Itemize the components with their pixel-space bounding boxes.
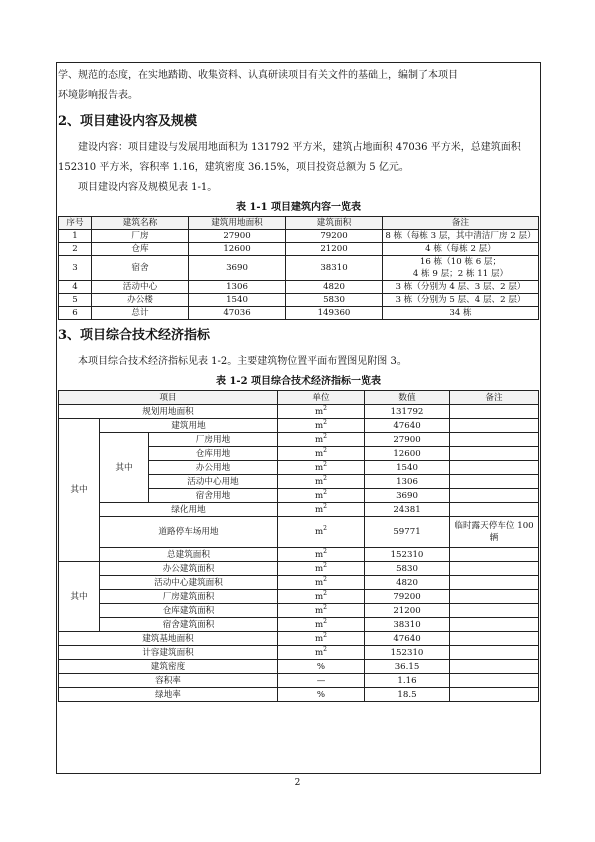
cell: 计容建筑面积	[59, 646, 278, 660]
cell: 绿地率	[59, 688, 278, 702]
unit-cell: $m^2$	[278, 604, 365, 618]
cell	[450, 590, 539, 604]
table-row	[59, 503, 539, 517]
cell: 149360	[286, 307, 383, 320]
cell: 仓库用地	[149, 447, 278, 461]
cell: 总计	[92, 307, 189, 320]
build-content-paragraph: 建设内容：项目建设与发展用地面积为 131792 平方米，建筑占地面积 47036 平方米，总建筑面积 152310 平方米，容积率 1.16，建筑密度 36.15%，项目投资总额为 5 亿元。	[58, 142, 521, 173]
document-body	[58, 66, 539, 702]
building-content-table	[58, 216, 539, 320]
cell: 6	[59, 307, 92, 320]
cell: 8 栋（每栋 3 层，其中清洁厂房 2 层）	[383, 230, 539, 243]
table-header-row	[59, 217, 539, 230]
cell: 24381	[365, 503, 450, 517]
section-3-title: 3、项目综合技术经济指标	[58, 328, 211, 343]
table-row	[59, 433, 539, 447]
table-row	[59, 618, 539, 632]
table-1-caption: 表 1-1 项目建筑内容一览表	[235, 202, 362, 213]
section-3-paragraph: 本项目综合技术经济指标见表 1-2。主要建筑物位置平面布置图见附图 3。	[78, 356, 407, 367]
cell: 79200	[365, 590, 450, 604]
cell: 1.16	[365, 674, 450, 688]
cell: 2	[59, 243, 92, 256]
cell: 3	[59, 256, 92, 281]
unit-cell: $m^2$	[278, 419, 365, 433]
table-row	[59, 405, 539, 419]
cell	[450, 489, 539, 503]
cell	[450, 405, 539, 419]
group-label: 其中	[59, 419, 100, 562]
unit-cell: $m^2$	[278, 646, 365, 660]
cell: 1540	[365, 461, 450, 475]
table-row	[59, 632, 539, 646]
cell: 厂房建筑面积	[100, 590, 278, 604]
cell	[450, 548, 539, 562]
cell: 宿舍	[92, 256, 189, 281]
cell: 办公楼	[92, 294, 189, 307]
cell: 规划用地面积	[59, 405, 278, 419]
table-reference-paragraph: 项目建设内容及规模见表 1-1。	[78, 182, 218, 193]
table-row	[59, 548, 539, 562]
cell	[383, 256, 539, 281]
col-header: 序号	[59, 217, 92, 230]
table-row	[59, 517, 539, 548]
table-row	[59, 243, 539, 256]
cell: 宿舍建筑面积	[100, 618, 278, 632]
cell: 5830	[365, 562, 450, 576]
table-row	[59, 674, 539, 688]
note-line: 16 栋（10 栋 6 层；	[419, 257, 502, 267]
cell: 5830	[286, 294, 383, 307]
table-row	[59, 419, 539, 433]
cell	[450, 604, 539, 618]
cell: 21200	[286, 243, 383, 256]
cell: 38310	[286, 256, 383, 281]
cell: 12600	[365, 447, 450, 461]
cell: 活动中心	[92, 281, 189, 294]
cell: 1	[59, 230, 92, 243]
cell: 办公建筑面积	[100, 562, 278, 576]
cell: 活动中心用地	[149, 475, 278, 489]
col-header: 项目	[59, 391, 278, 405]
unit-cell: $m^2$	[278, 548, 365, 562]
table-row	[59, 562, 539, 576]
cell: 59771	[365, 517, 450, 548]
unit-cell: $m^2$	[278, 447, 365, 461]
cell	[450, 674, 539, 688]
cell: 12600	[189, 243, 286, 256]
table-row	[59, 660, 539, 674]
col-header: 建筑面积	[286, 217, 383, 230]
cell: 47036	[189, 307, 286, 320]
cell: 4	[59, 281, 92, 294]
group-label: 其中	[59, 562, 100, 632]
table-row	[59, 281, 539, 294]
unit-cell: $m^2$	[278, 475, 365, 489]
cell	[450, 447, 539, 461]
col-header: 建筑名称	[92, 217, 189, 230]
cell: 1306	[189, 281, 286, 294]
cell: 34 栋	[383, 307, 539, 320]
unit-cell: $m^2$	[278, 405, 365, 419]
table-row	[59, 294, 539, 307]
tech-economic-table	[58, 390, 539, 702]
cell: 4 栋（每栋 2 层）	[383, 243, 539, 256]
cell: 79200	[286, 230, 383, 243]
cell: 27900	[189, 230, 286, 243]
cell	[450, 562, 539, 576]
cell: 宿舍用地	[149, 489, 278, 503]
unit-cell: $m^2$	[278, 503, 365, 517]
cell: 1540	[189, 294, 286, 307]
intro-line-2: 环境影响报告表。	[58, 90, 138, 101]
cell: 仓库建筑面积	[100, 604, 278, 618]
section-2-title: 2、项目建设内容及规模	[58, 114, 198, 129]
cell: 5	[59, 294, 92, 307]
cell: 21200	[365, 604, 450, 618]
sub-group-label: 其中	[100, 433, 149, 503]
cell	[450, 517, 539, 548]
cell: 厂房	[92, 230, 189, 243]
cell: 3690	[189, 256, 286, 281]
cell	[450, 660, 539, 674]
cell	[450, 433, 539, 447]
cell: 38310	[365, 618, 450, 632]
table-row	[59, 230, 539, 243]
unit-cell: $m^2$	[278, 590, 365, 604]
unit-cell: $m^2$	[278, 576, 365, 590]
cell: 建筑基地面积	[59, 632, 278, 646]
col-header: 备注	[450, 391, 539, 405]
col-header: 建筑用地面积	[189, 217, 286, 230]
cell	[450, 419, 539, 433]
table-row	[59, 590, 539, 604]
cell	[450, 503, 539, 517]
table-header-row	[59, 391, 539, 405]
cell: 3 栋（分别为 4 层、3 层、2 层）	[383, 281, 539, 294]
cell: 活动中心建筑面积	[100, 576, 278, 590]
table-row	[59, 307, 539, 320]
unit-cell: $m^2$	[278, 489, 365, 503]
cell: 1306	[365, 475, 450, 489]
page-number: 2	[294, 778, 301, 788]
note-line: 临时露天停车位 100	[454, 521, 534, 531]
col-header: 备注	[383, 217, 539, 230]
table-row	[59, 576, 539, 590]
table-row	[59, 688, 539, 702]
cell: 4820	[286, 281, 383, 294]
cell: 131792	[365, 405, 450, 419]
unit-cell: $m^2$	[278, 433, 365, 447]
unit-cell: $m^2$	[278, 461, 365, 475]
cell	[450, 632, 539, 646]
cell: 总建筑面积	[100, 548, 278, 562]
table-row	[59, 604, 539, 618]
unit-cell: $m^2$	[278, 562, 365, 576]
cell: 18.5	[365, 688, 450, 702]
cell: 152310	[365, 548, 450, 562]
unit-cell: $m^2$	[278, 632, 365, 646]
cell: 152310	[365, 646, 450, 660]
unit-cell: $m^2$	[278, 618, 365, 632]
cell: 绿化用地	[100, 503, 278, 517]
cell: 3690	[365, 489, 450, 503]
cell	[450, 576, 539, 590]
cell: 3 栋（分别为 5 层、4 层、2 层）	[383, 294, 539, 307]
cell: 厂房用地	[149, 433, 278, 447]
cell: 道路停车场用地	[100, 517, 278, 548]
cell	[450, 475, 539, 489]
cell: 36.15	[365, 660, 450, 674]
cell: 办公用地	[149, 461, 278, 475]
intro-line-1: 学、规范的态度，在实地踏勘、收集资料、认真研读项目有关文件的基础上，编制了本项目	[58, 70, 458, 81]
note-line: 4 栋 9 层；2 栋 11 层）	[412, 269, 509, 279]
table-row	[59, 256, 539, 281]
cell: 容积率	[59, 674, 278, 688]
cell: 27900	[365, 433, 450, 447]
table-row	[59, 646, 539, 660]
col-header: 数值	[365, 391, 450, 405]
note-line: 辆	[489, 533, 499, 543]
cell: %	[278, 660, 365, 674]
col-header: 单位	[278, 391, 365, 405]
cell: 47640	[365, 632, 450, 646]
cell: —	[278, 674, 365, 688]
cell	[450, 688, 539, 702]
cell: 建筑用地	[100, 419, 278, 433]
cell: 仓库	[92, 243, 189, 256]
cell	[450, 461, 539, 475]
cell	[450, 646, 539, 660]
cell: %	[278, 688, 365, 702]
cell: 47640	[365, 419, 450, 433]
cell: 建筑密度	[59, 660, 278, 674]
unit-cell: $m^2$	[278, 517, 365, 548]
cell: 4820	[365, 576, 450, 590]
cell	[450, 618, 539, 632]
table-2-caption: 表 1-2 项目综合技术经济指标一览表	[215, 376, 382, 387]
